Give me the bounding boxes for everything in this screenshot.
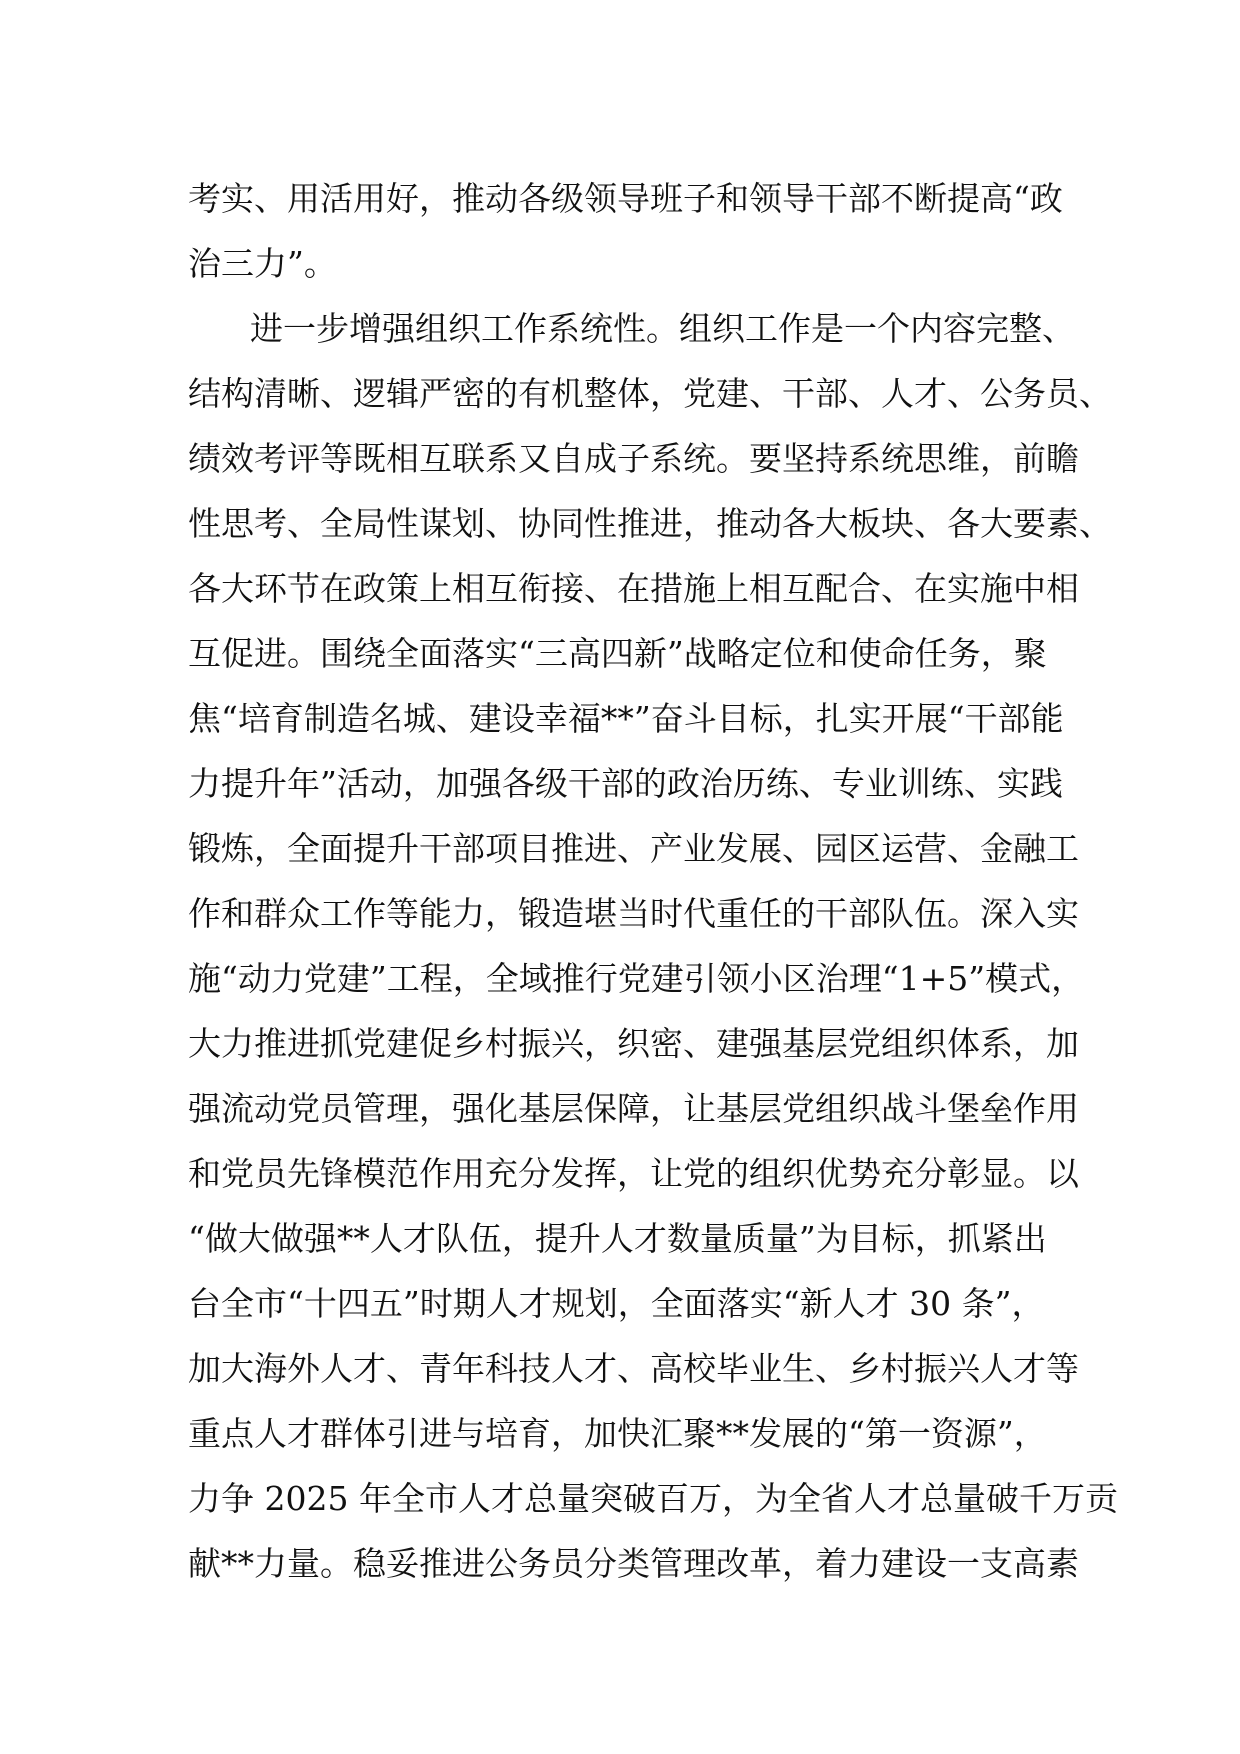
text-line: 加大海外人才、青年科技人才、高校毕业生、乡村振兴人才等 [188, 1349, 1079, 1388]
paragraph-start-line: 进一步增强组织工作系统性。组织工作是一个内容完整、 [250, 309, 1075, 348]
text-line: 强流动党员管理，强化基层保障，让基层党组织战斗堡垒作用 [188, 1089, 1079, 1128]
body-text [188, 166, 1118, 1596]
text-line: 施“动力党建”工程，全域推行党建引领小区治理“1+5”模式， [188, 959, 1085, 998]
text-line: 性思考、全局性谋划、协同性推进，推动各大板块、各大要素、 [188, 504, 1112, 543]
text-line: 互促进。围绕全面落实“三高四新”战略定位和使命任务，聚 [188, 634, 1047, 673]
text-line: 结构清晰、逻辑严密的有机整体，党建、干部、人才、公务员、 [188, 374, 1112, 413]
text-line: 焦“培育制造名城、建设幸福**”奋斗目标，扎实开展“干部能 [188, 699, 1064, 738]
text-line: 献**力量。稳妥推进公务员分类管理改革，着力建设一支高素 [188, 1544, 1079, 1583]
text-line: 台全市“十四五”时期人才规划，全面落实“新人才 30 条”， [188, 1284, 1045, 1323]
text-line: 锻炼，全面提升干部项目推进、产业发展、园区运营、金融工 [188, 829, 1079, 868]
text-line: 力提升年”活动，加强各级干部的政治历练、专业训练、实践 [188, 764, 1063, 803]
text-line: 作和群众工作等能力，锻造堪当时代重任的干部队伍。深入实 [188, 894, 1079, 933]
text-line: 治三力”。 [188, 244, 337, 283]
text-line: 绩效考评等既相互联系又自成子系统。要坚持系统思维，前瞻 [188, 439, 1079, 478]
text-line: 和党员先锋模范作用充分发挥，让党的组织优势充分彰显。以 [188, 1154, 1079, 1193]
text-line: 各大环节在政策上相互衔接、在措施上相互配合、在实施中相 [188, 569, 1079, 608]
text-line: 考实、用活用好，推动各级领导班子和领导干部不断提高“政 [188, 179, 1063, 218]
text-line: 大力推进抓党建促乡村振兴，织密、建强基层党组织体系，加 [188, 1024, 1079, 1063]
text-line: 力争 2025 年全市人才总量突破百万，为全省人才总量破千万贡 [188, 1479, 1118, 1518]
text-line: 重点人才群体引进与培育，加快汇聚**发展的“第一资源”， [188, 1414, 1047, 1453]
text-line: “做大做强**人才队伍，提升人才数量质量”为目标，抓紧出 [188, 1219, 1047, 1258]
